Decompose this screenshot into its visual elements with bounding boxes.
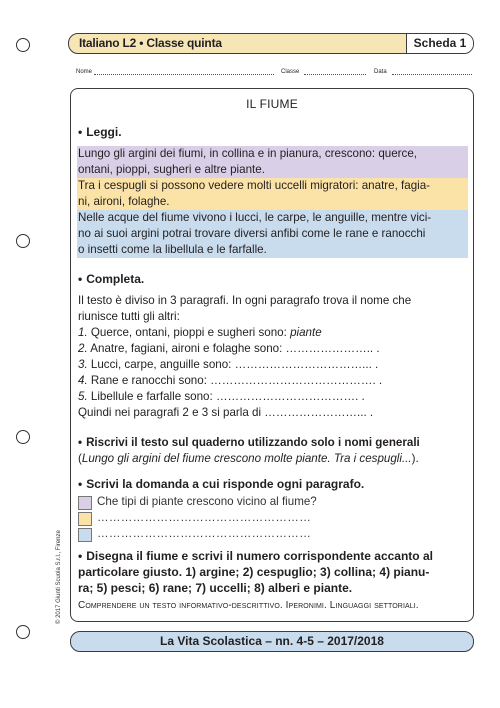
student-fields (76, 68, 476, 80)
rewrite-instruction: • Riscrivi il testo sul quaderno utilizzando solo i nomi generali (Lungo gli argini del fiume crescono molte piante. Tra i cespugli...). (78, 436, 420, 465)
worksheet-body (70, 88, 474, 622)
footer-bar: La Vita Scolastica – nn. 4-5 – 2017/2018 (70, 631, 474, 652)
sheet-label: Scheda 1 (406, 34, 473, 53)
draw-instruction: • Disegna il fiume e scrivi il numero corrispondente accanto al particolare giusto. 1) argine; 2) cespuglio; 3) collina; 4) pianu- ra; 5) pesci; 6) rane; 7) uccelli; 8) alberi e piante. (78, 549, 433, 595)
item-5: 5. Libellule e farfalle sono: ………………………………. . (78, 390, 365, 403)
date-field[interactable] (392, 68, 472, 75)
answer-line-3[interactable]: ……………………………………………… (97, 527, 312, 540)
copyright-note: © 2017 Giunti Scuola S.r.l., Firenze (56, 530, 62, 624)
paragraph-1: Lungo gli argini dei fiumi, in collina e in pianura, crescono: querce, ontani, pioppi, sugheri e altre piante. (77, 146, 468, 178)
page-title: IL FIUME (246, 97, 298, 111)
item-summary: Quindi nei paragrafi 2 e 3 si parla di ……………………... . (78, 406, 374, 419)
item-3: 3. Lucci, carpe, anguille sono: ……………………………... . (78, 358, 379, 371)
questions-heading: • Scrivi la domanda a cui risponde ogni paragrafo. (78, 477, 365, 491)
learning-objectives: Comprendere un testo informativo-descrittivo. Iperonimi. Linguaggi settoriali. (78, 600, 419, 611)
worksheet-header (68, 33, 474, 54)
question-1: Che tipi di piante crescono vicino al fiume? (97, 495, 317, 508)
binder-hole (16, 430, 30, 444)
item-4: 4. Rane e ranocchi sono: ……………………………………. . (78, 374, 383, 387)
complete-heading: • Completa. (78, 272, 145, 286)
binder-hole (16, 234, 30, 248)
course-label: Italiano L2 • Classe quinta (79, 36, 222, 50)
item-1: 1. Querce, ontani, pioppi e sugheri sono: piante (78, 326, 322, 339)
color-box-3 (78, 528, 92, 542)
color-box-1 (78, 496, 92, 510)
name-label: Nome (76, 69, 93, 75)
paragraph-3: Nelle acque del fiume vivono i lucci, le carpe, le anguille, mentre vici- no ai suoi argini potrai trovare diversi anfibi come le rane e ranocchi o insetti come la libellula e le farfalle. (77, 210, 468, 258)
class-field[interactable] (304, 68, 366, 75)
paragraph-2: Tra i cespugli si possono vedere molti uccelli migratori: anatre, fagia- ni, aironi, folaghe. (77, 178, 468, 210)
answer-line-2[interactable]: ……………………………………………… (97, 511, 312, 524)
read-heading: • Leggi. (78, 125, 122, 139)
complete-exercise: Il testo è diviso in 3 paragrafi. In ogni paragrafo trova il nome che riunisce tutti gli altri: 1. Querce, ontani, pioppi e sugheri sono: piante 2. Anatre, fagiani, aironi e folaghe sono: ………………….. . 3. Lucci, carpe, anguille sono: ……………………………... . 4. Rane e ranocchi sono: ……………………………………. . 5. Libellule e farfalle sono: ………………………………. . Quindi nei paragrafi 2 e 3 si parla di ……………………... . (78, 293, 468, 421)
binder-hole (16, 625, 30, 639)
class-label: Classe (281, 69, 300, 75)
binder-hole (16, 38, 30, 52)
name-field[interactable] (94, 68, 274, 75)
date-label: Data (374, 69, 387, 75)
color-box-2 (78, 512, 92, 526)
item-2: 2. Anatre, fagiani, aironi e folaghe sono: ………………….. . (78, 342, 380, 355)
